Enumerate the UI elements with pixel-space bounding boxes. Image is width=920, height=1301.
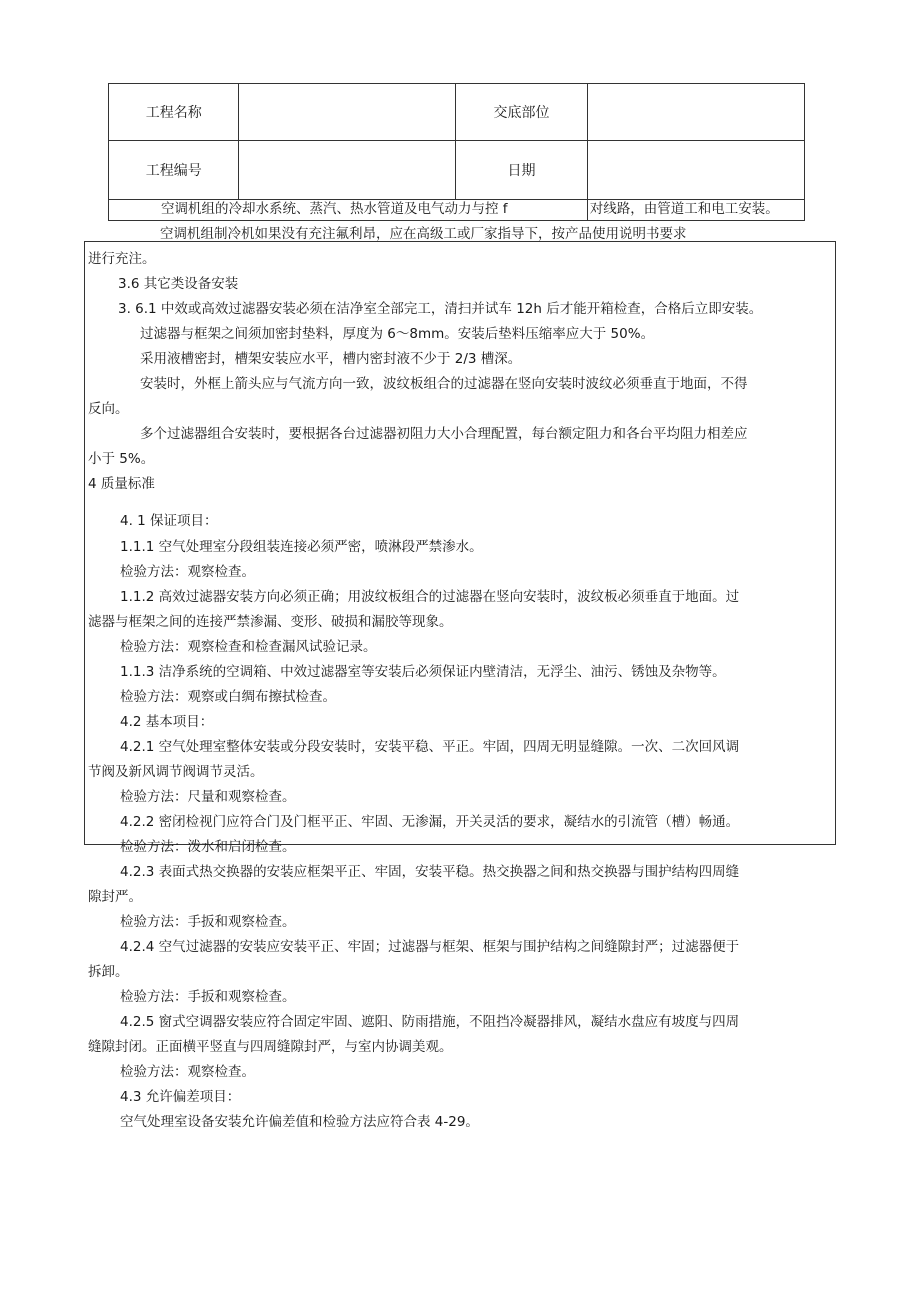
- handover-part-label: 交底部位: [456, 84, 587, 141]
- text-line: 检验方法：手扳和观察检查。: [120, 914, 296, 930]
- subsection-heading: 4.2 基本项目：: [120, 714, 214, 730]
- text-line: 1.1.3 洁净系统的空调箱、中效过滤器室等安装后必须保证内壁清洁，无浮尘、油污、锈蚀及杂物等。: [120, 664, 726, 680]
- subsection-heading: 4.3 允许偏差项目：: [120, 1089, 241, 1105]
- text-line: 检验方法：观察检查。: [120, 1064, 255, 1080]
- text-line: 检验方法：观察检查和检查漏风试验记录。: [120, 639, 377, 655]
- header-row-1: [109, 84, 805, 141]
- text-line: 1.1.1 空气处理室分段组装连接必须严密，喷淋段严禁渗水。: [120, 539, 483, 555]
- text-line: 节阀及新风调节阀调节灵活。: [88, 764, 264, 780]
- text-line: 采用液槽密封，槽架安装应水平，槽内密封液不少于 2/3 槽深。: [140, 351, 522, 367]
- text-line: 3. 6.1 中效或高效过滤器安装必须在洁净室全部完工，清扫并试车 12h 后才能开箱检查，合格后立即安装。: [118, 301, 763, 317]
- text-line: 检验方法：泼水和启闭检查。: [120, 839, 296, 855]
- text-line: 4.2.4 空气过滤器的安装应安装平正、牢固；过滤器与框架、框架与围护结构之间缝隙封严；过滤器便于: [120, 939, 740, 955]
- handover-part-value: [587, 84, 804, 141]
- date-value: [587, 141, 804, 200]
- text-line: 过滤器与框架之间须加密封垫料，厚度为 6～8mm。安装后垫料压缩率应大于 50%。: [140, 326, 655, 342]
- text-line: 缝隙封闭。正面横平竖直与四周缝隙封严，与室内协调美观。: [88, 1039, 453, 1055]
- text-line: 隙封严。: [88, 889, 142, 905]
- project-no-label: 工程编号: [109, 141, 239, 200]
- project-no-value: [239, 141, 456, 200]
- project-name-label: 工程名称: [109, 84, 239, 141]
- text-line: 4.2.5 窗式空调器安装应符合固定牢固、遮阳、防雨措施，不阻挡冷凝器排风，凝结水盘应有坡度与四周: [120, 1014, 740, 1030]
- section-heading: 4 质量标准: [88, 476, 155, 492]
- text-line: 1.1.2 高效过滤器安装方向必须正确；用波纹板组合的过滤器在竖向安装时，波纹板必须垂直于地面。过: [120, 589, 740, 605]
- cut-row-left: 空调机组的冷却水系统、蒸汽、热水管道及电气动力与控 f: [109, 200, 588, 221]
- text-line: 空调机组制冷机如果没有充注氟利昂，应在高级工或厂家指导下，按产品使用说明书要求: [160, 226, 687, 242]
- text-line: 4.2.3 表面式热交换器的安装应框架平正、牢固，安装平稳。热交换器之间和热交换器与围护结构四周缝: [120, 864, 740, 880]
- date-label: 日期: [456, 141, 587, 200]
- cut-row-right: 对线路，由管道工和电工安装。: [587, 200, 804, 221]
- text-line: 空气处理室设备安装允许偏差值和检验方法应符合表 4-29。: [120, 1114, 479, 1130]
- text-line: 检验方法：手扳和观察检查。: [120, 989, 296, 1005]
- text-line: 安装时，外框上箭头应与气流方向一致，波纹板组合的过滤器在竖向安装时波纹必须垂直于地面，不得: [140, 376, 748, 392]
- text-line: 检验方法：观察检查。: [120, 564, 255, 580]
- section-heading: 3.6 其它类设备安装: [118, 276, 239, 292]
- header-table: [108, 83, 805, 221]
- text-line: 检验方法：观察或白绸布擦拭检查。: [120, 689, 336, 705]
- header-row-cut: [109, 200, 805, 221]
- text-line: 小于 5%。: [88, 451, 155, 467]
- text-line: 4.2.2 密闭检视门应符合门及门框平正、牢固、无渗漏，开关灵活的要求，凝结水的引流管（槽）畅通。: [120, 814, 740, 830]
- text-line: 多个过滤器组合安装时，要根据各台过滤器初阻力大小合理配置，每台额定阻力和各台平均阻力相差应: [140, 426, 748, 442]
- subsection-heading: 4. 1 保证项目：: [120, 513, 218, 529]
- project-name-value: [239, 84, 456, 141]
- text-line: 拆卸。: [88, 964, 129, 980]
- text-line: 滤器与框架之间的连接严禁渗漏、变形、破损和漏胶等现象。: [88, 614, 453, 630]
- text-line: 4.2.1 空气处理室整体安装或分段安装时，安装平稳、平正。牢固，四周无明显缝隙。一次、二次回风调: [120, 739, 740, 755]
- header-row-2: [109, 141, 805, 200]
- text-line: 反向。: [88, 401, 129, 417]
- text-line: 检验方法：尺量和观察检查。: [120, 789, 296, 805]
- text-line: 进行充注。: [88, 251, 156, 267]
